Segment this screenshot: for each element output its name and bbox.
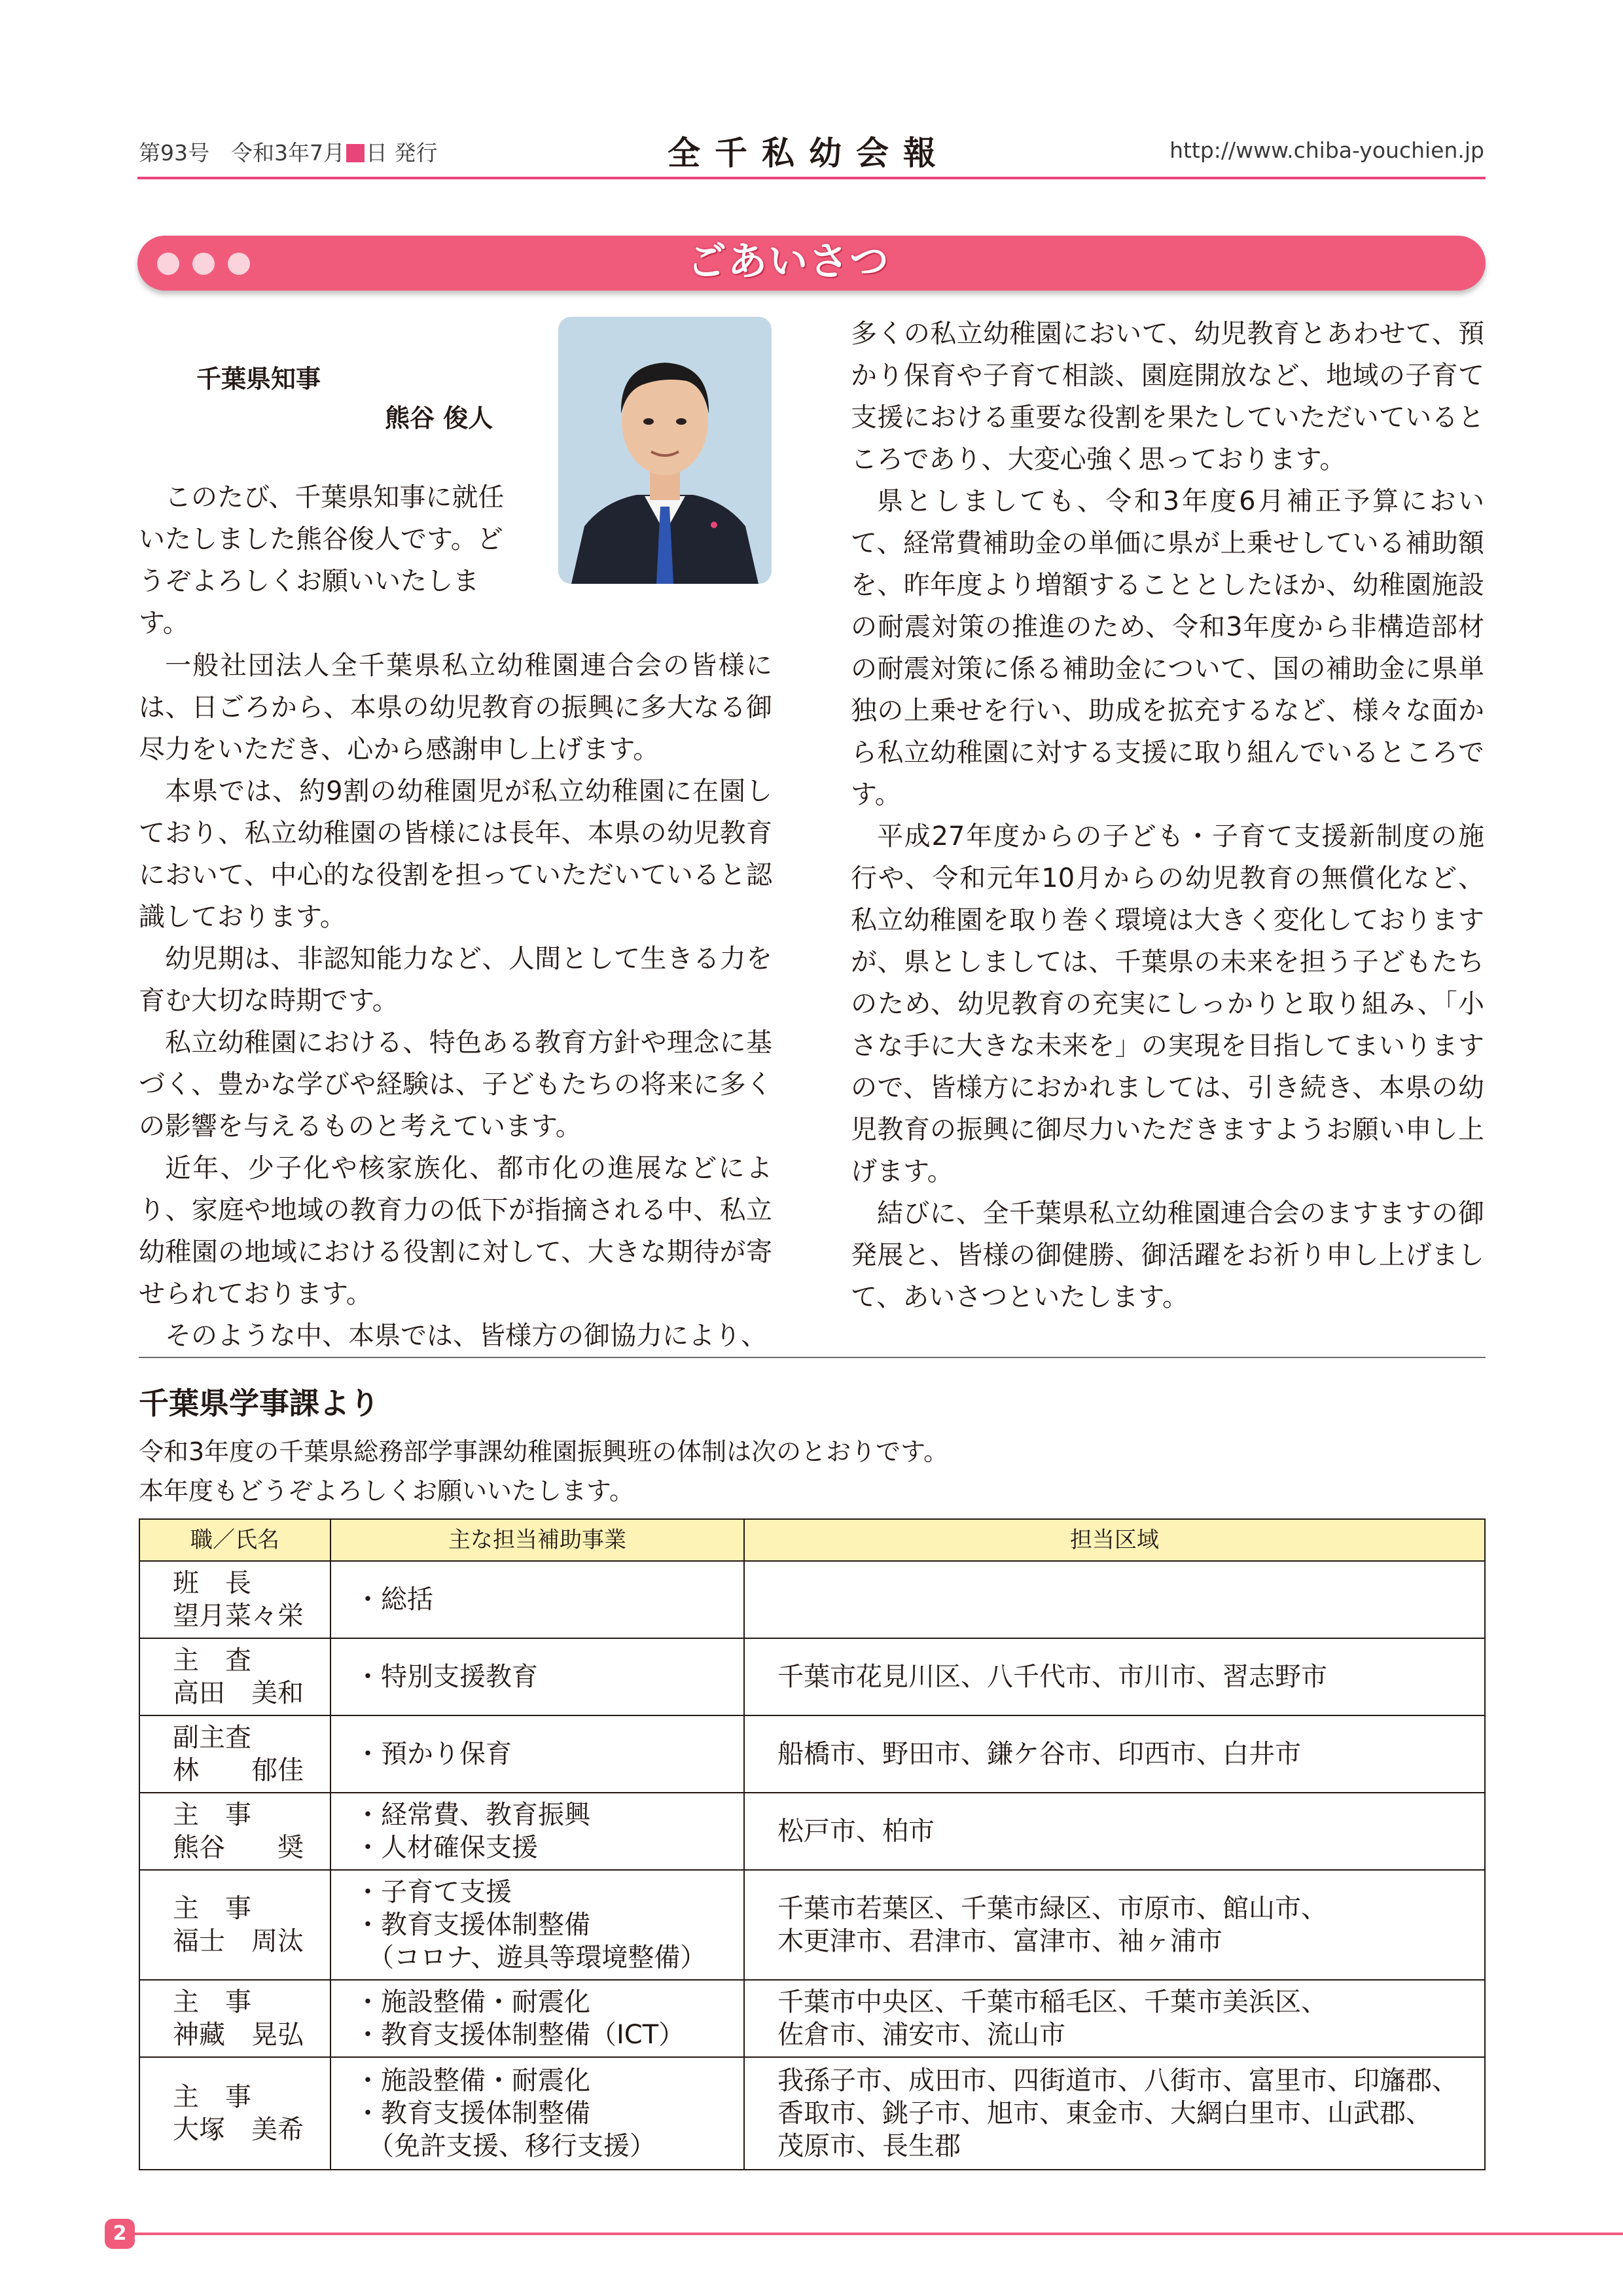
staff-title: 主 事	[173, 1893, 251, 1924]
gakuji-intro-line: 令和3年度の千葉県総務部学事課幼稚園振興班の体制は次のとおりです。	[139, 1437, 949, 1466]
issue-suffix: 日 発行	[365, 140, 438, 166]
duty-item: ・経常費、教育振興	[355, 1800, 590, 1830]
duty-item: ・特別支援教育	[355, 1662, 538, 1692]
gakuji-intro-line: 本年度もどうぞよろしくお願いいたします。	[139, 1477, 634, 1505]
areas-cell	[744, 1870, 1485, 1980]
paragraph: 幼児期は、非認知能力など、人間として生きる力を育む大切な時期です。	[139, 944, 772, 1016]
duty-item: ・施設整備・耐震化	[355, 1987, 590, 2017]
staff-cell	[139, 1793, 330, 1870]
intro-line: うぞよろしくお願いいたしま	[139, 566, 479, 596]
duties-cell	[330, 1793, 744, 1870]
table-row	[139, 1870, 1485, 1980]
staff-name: 林 郁佳	[173, 1755, 304, 1785]
staff-title: 主 事	[173, 2082, 251, 2112]
staff-name: 福士 周汰	[173, 1926, 304, 1956]
intro-line: いたしました熊谷俊人です。ど	[139, 524, 503, 554]
duties-cell	[330, 1561, 744, 1638]
section-title: ごあいさつ	[687, 239, 890, 285]
staff-cell	[139, 1561, 330, 1638]
area-line: 木更津市、君津市、富津市、袖ヶ浦市	[777, 1926, 1222, 1956]
staff-name: 大塚 美希	[173, 2115, 304, 2145]
paragraph: 近年、少子化や核家族化、都市化の進展などにより、家庭や地域の教育力の低下が指摘される中、私立幼稚園の地域における役割に対して、大きな期待が寄せられております。	[139, 1153, 772, 1309]
author-name: 熊谷 俊人	[385, 404, 493, 433]
staff-title: 主 事	[173, 1800, 251, 1830]
intro-line: このたび、千葉県知事に就任	[165, 482, 505, 512]
table-row	[139, 1638, 1485, 1715]
paragraph: 私立幼稚園における、特色ある教育方針や理念に基づく、豊かな学びや経験は、子どもたちの将来に多くの影響を与えるものと考えています。	[139, 1028, 772, 1141]
duty-item: ・教育支援体制整備	[355, 1910, 590, 1940]
area-line: 千葉市中央区、千葉市稲毛区、千葉市美浜区、	[777, 1987, 1327, 2017]
date-placeholder-square	[346, 144, 365, 162]
staff-name: 望月菜々栄	[173, 1601, 304, 1631]
staff-name: 高田 美和	[173, 1678, 304, 1708]
newsletter-title: 全千私幼会報	[668, 134, 950, 172]
area-line: 千葉市若葉区、千葉市緑区、市原市、館山市、	[777, 1893, 1327, 1924]
staff-cell	[139, 1870, 330, 1980]
staff-name: 熊谷 奨	[173, 1833, 304, 1863]
header-divider	[137, 177, 1486, 179]
duty-item: ・人材確保支援	[355, 1833, 538, 1863]
staff-cell	[139, 2057, 330, 2170]
area-line: 松戸市、柏市	[777, 1816, 935, 1846]
area-line: 我孫子市、成田市、四街道市、八街市、富里市、印旛郡、	[777, 2066, 1458, 2096]
duty-item: （コロナ、遊具等環境整備）	[355, 1943, 707, 1973]
duties-cell	[330, 1870, 744, 1980]
footer-divider	[135, 2233, 1623, 2235]
portrait-illustration	[558, 317, 772, 584]
paragraph: 多くの私立幼稚園において、幼児教育とあわせて、預かり保育や子育て相談、園庭開放など、地域の子育て支援における重要な役割を果たしていただいているところであり、大変心強く思っております。	[851, 319, 1484, 475]
duty-item: ・教育支援体制整備	[355, 2098, 590, 2128]
column-header: 担当区域	[744, 1519, 1485, 1561]
table-row	[139, 1793, 1485, 1870]
paragraph: 県としましても、令和3年度6月補正予算において、経常費補助金の単価に県が上乗せしている補助額を、昨年度より増額することとしたほか、幼稚園施設の耐震対策の推進のため、令和3年度から非構造部材の耐震対策に係る補助金について、国の補助金に県単独の上乗せを行い、助成を拡充するなど、様々な面から私立幼稚園に対する支援に取り組んでいるところです。	[851, 486, 1484, 810]
duties-cell	[330, 2057, 744, 2170]
duties-cell	[330, 1715, 744, 1793]
website-url[interactable]: http://www.chiba-youchien.jp	[1169, 137, 1484, 163]
gakuji-intro	[139, 1432, 948, 1511]
column-header: 職／氏名	[139, 1519, 330, 1561]
areas-cell	[744, 1638, 1485, 1715]
paragraph: 平成27年度からの子ども・子育て支援新制度の施行や、令和元年10月からの幼児教育の無償化など、私立幼稚園を取り巻く環境は大きく変化しておりますが、県としましては、千葉県の未来を担う子どもたちのため、幼児教育の充実にしっかりと取り組み、「小さな手に大きな未来を」の実現を目指してまいりますので、皆様方におかれましては、引き続き、本県の幼児教育の振興に御尽力いただきますようお願い申し上げます。	[851, 821, 1484, 1187]
duties-cell	[330, 1638, 744, 1715]
issue-info	[139, 136, 437, 167]
duties-cell	[330, 1980, 744, 2057]
duty-item: ・総括	[355, 1585, 433, 1615]
table-row	[139, 1715, 1485, 1793]
areas-cell	[744, 1715, 1485, 1793]
staff-title: 主 査	[173, 1645, 251, 1676]
column-header: 主な担当補助事業	[330, 1519, 744, 1561]
governor-portrait	[558, 317, 772, 584]
table-row	[139, 2057, 1485, 2170]
table-row	[139, 1561, 1485, 1638]
page-number: 2	[105, 2219, 135, 2249]
author-position: 千葉県知事	[196, 365, 321, 393]
areas-cell	[744, 1793, 1485, 1870]
issue-prefix: 第93号 令和3年7月	[139, 140, 345, 166]
greeting-left-column	[139, 645, 772, 1357]
table-header-row	[139, 1519, 1485, 1561]
greeting-right-column	[851, 313, 1484, 1318]
staff-name: 神藏 晃弘	[173, 2020, 304, 2050]
intro-line: す。	[139, 608, 189, 638]
section-divider	[139, 1357, 1486, 1358]
area-line: 香取市、銚子市、旭市、東金市、大網白里市、山武郡、	[777, 2098, 1432, 2128]
paragraph: 結びに、全千葉県私立幼稚園連合会のますますの御発展と、皆様の御健勝、御活躍をお祈り申し上げまして、あいさつといたします。	[851, 1198, 1484, 1312]
staff-table	[139, 1518, 1486, 2170]
duty-item: ・子育て支援	[355, 1877, 512, 1907]
staff-cell	[139, 1638, 330, 1715]
area-line: 船橋市、野田市、鎌ケ谷市、印西市、白井市	[777, 1739, 1301, 1769]
staff-cell	[139, 1715, 330, 1793]
banner-dot-icon	[192, 253, 215, 275]
area-line: 茂原市、長生郡	[777, 2131, 961, 2161]
area-line: 佐倉市、浦安市、流山市	[777, 2020, 1065, 2050]
duty-item: ・預かり保育	[355, 1739, 512, 1769]
staff-title: 班 長	[173, 1568, 251, 1598]
areas-cell	[744, 2057, 1485, 2170]
staff-title: 副主査	[173, 1723, 251, 1753]
paragraph: そのような中、本県では、皆様方の御協力により、	[165, 1321, 767, 1351]
gakuji-section-title: 千葉県学事課より	[139, 1386, 380, 1421]
paragraph: 一般社団法人全千葉県私立幼稚園連合会の皆様には、日ごろから、本県の幼児教育の振興に多大なる御尽力をいただき、心から感謝申し上げます。	[139, 651, 772, 764]
areas-cell	[744, 1561, 1485, 1638]
banner-dot-icon	[228, 253, 250, 275]
staff-title: 主 事	[173, 1987, 251, 2017]
areas-cell	[744, 1980, 1485, 2057]
greeting-intro	[139, 476, 531, 644]
duty-item: ・施設整備・耐震化	[355, 2066, 590, 2096]
duty-item: ・教育支援体制整備（ICT）	[355, 2020, 685, 2050]
banner-dot-icon	[157, 253, 179, 275]
table-row	[139, 1980, 1485, 2057]
area-line: 千葉市花見川区、八千代市、市川市、習志野市	[777, 1662, 1327, 1692]
duty-item: （免許支援、移行支援）	[355, 2131, 656, 2161]
staff-cell	[139, 1980, 330, 2057]
paragraph: 本県では、約9割の幼稚園児が私立幼稚園に在園しており、私立幼稚園の皆様には長年、本県の幼児教育において、中心的な役割を担っていただいていると認識しております。	[139, 776, 772, 932]
